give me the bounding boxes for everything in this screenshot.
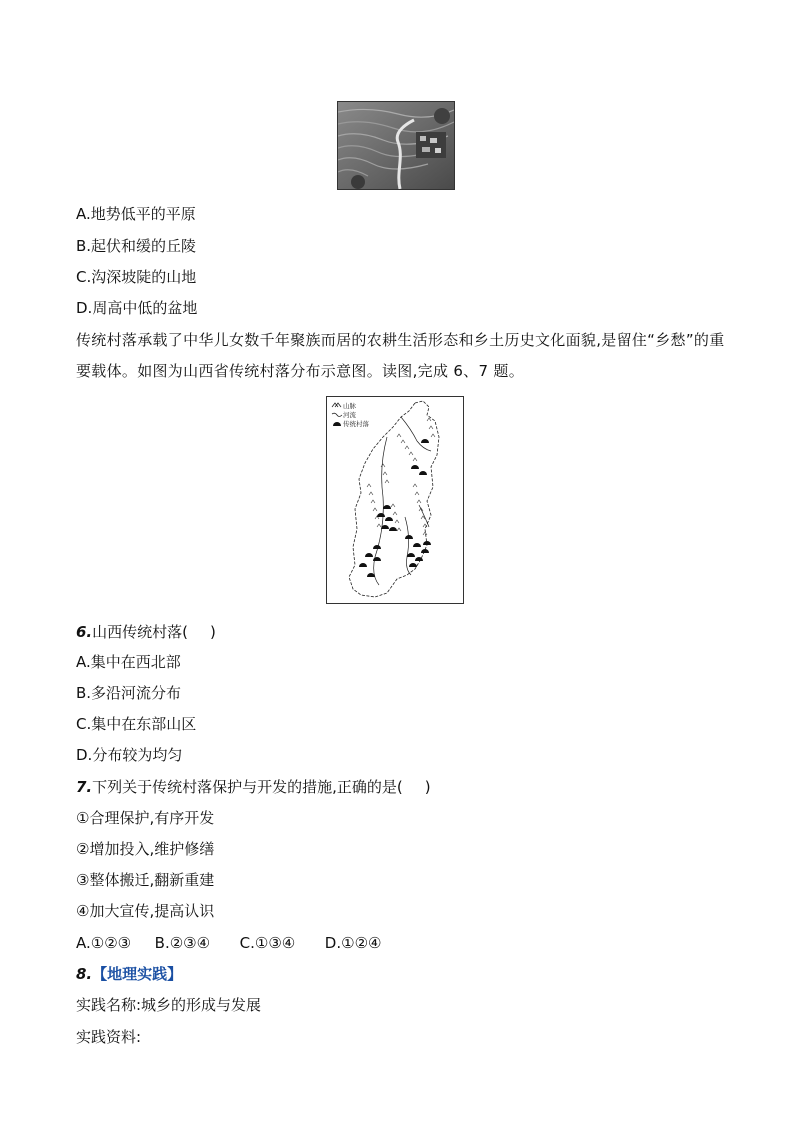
q8-number: 8. <box>76 965 93 983</box>
q7-item-4: ④加大宣传,提高认识 <box>76 902 215 920</box>
terrace-village-photo <box>337 101 455 190</box>
q7-choice-d: D.①②④ <box>324 934 382 952</box>
legend-village-label: 传统村落 <box>343 420 369 428</box>
shanxi-village-map <box>326 396 464 604</box>
q8-heading <box>76 964 182 984</box>
mountain-icon <box>332 403 341 407</box>
q8-practice-name: 实践名称:城乡的形成与发展 <box>76 996 262 1014</box>
q6-option-c: C.集中在东部山区 <box>76 715 197 733</box>
passage-text: 传统村落承载了中华儿女数千年聚族而居的农耕生活形态和乡土历史文化面貌,是留住“乡愁”的重要载体。如图为山西省传统村落分布示意图。读图,完成 6、7 题。 <box>76 331 725 380</box>
q8-tag: 【地理实践】 <box>92 965 183 983</box>
q7-close: ) <box>424 778 431 796</box>
q7-item-1: ①合理保护,有序开发 <box>76 809 215 827</box>
q6-number: 6. <box>76 623 93 641</box>
q7-choices <box>76 933 381 953</box>
q8-practice-material: 实践资料: <box>76 1028 142 1046</box>
river-icon <box>332 413 342 416</box>
q7-number: 7. <box>76 778 93 796</box>
q6-stem <box>76 622 216 642</box>
river-sanggan <box>401 417 431 451</box>
q7-choice-b: B.②③④ <box>154 934 211 952</box>
river-fen <box>374 437 387 585</box>
q5-option-c: C.沟深坡陡的山地 <box>76 268 197 286</box>
q7-stem-text: 下列关于传统村落保护与开发的措施,正确的是( <box>92 778 403 796</box>
q7-item-3: ③整体搬迁,翻新重建 <box>76 871 215 889</box>
q6-close: ) <box>210 623 216 641</box>
map-legend <box>332 401 370 428</box>
q7-item-2: ②增加投入,维护修缮 <box>76 840 215 858</box>
q7-choice-c: C.①③④ <box>239 934 296 952</box>
province-outline <box>349 401 439 597</box>
village-icon <box>333 422 341 426</box>
legend-river-label: 河流 <box>343 411 356 419</box>
q7-stem <box>76 777 431 797</box>
q6-option-d: D.分布较为均匀 <box>76 746 183 764</box>
q7-choice-a: A.①②③ <box>76 934 132 952</box>
q5-option-a: A.地势低平的平原 <box>76 205 196 223</box>
q6-stem-text: 山西传统村落( <box>92 623 188 641</box>
q6-option-b: B.多沿河流分布 <box>76 684 182 702</box>
q5-option-b: B.起伏和缓的丘陵 <box>76 237 197 255</box>
q6-option-a: A.集中在西北部 <box>76 653 181 671</box>
q5-option-d: D.周高中低的盆地 <box>76 299 198 317</box>
legend-mountain-label: 山脉 <box>343 402 356 410</box>
